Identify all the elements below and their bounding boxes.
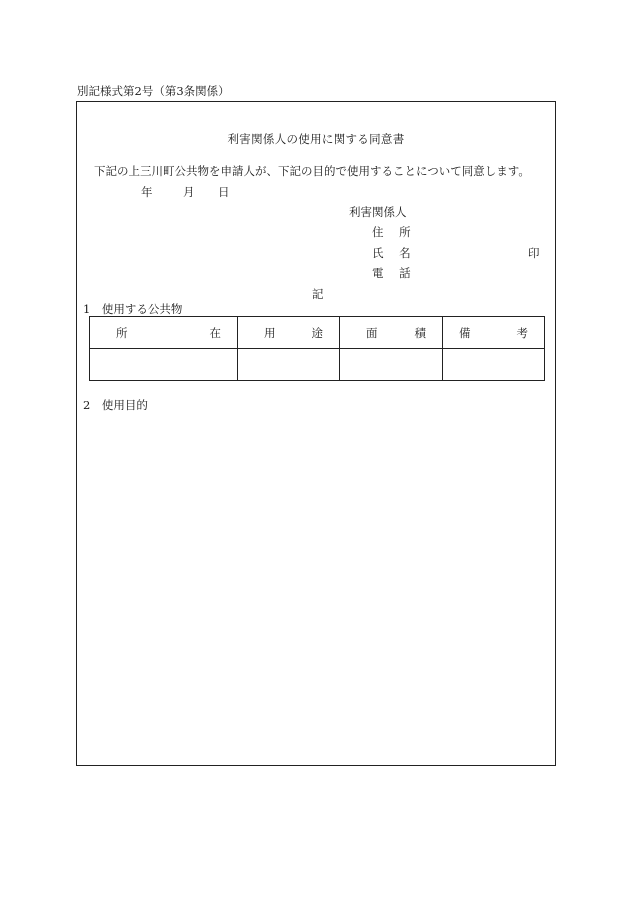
cell-purpose[interactable] [238,349,340,381]
interested-party-heading: 利害関係人 [349,205,407,219]
name-label [372,245,411,261]
cell-location[interactable] [90,349,238,381]
name-char-2: 名 [399,246,411,260]
name-char-1: 氏 [372,246,384,260]
public-property-table [89,316,545,381]
date-month: 月 [183,185,195,199]
phone-label [372,265,411,281]
document-title: 利害関係人の使用に関する同意書 [227,132,405,146]
form-id: 別記様式第2号（第3条関係） [77,84,230,98]
phone-char-2: 話 [399,266,411,280]
consent-statement: 下記の上三川町公共物を申請人が、下記の目的で使用することについて同意します。 [94,164,530,178]
address-char-2: 所 [399,225,411,239]
cell-remarks[interactable] [443,349,545,381]
address-label [372,224,411,240]
table-header-row [90,317,545,349]
section-2-heading: 2 使用目的 [83,398,148,412]
ki-heading: 記 [312,287,324,301]
phone-char-1: 電 [372,266,384,280]
seal-mark: 印 [528,246,540,260]
date-day: 日 [218,185,230,199]
date-year: 年 [141,185,153,199]
address-char-1: 住 [372,225,384,239]
header-purpose: 用 途 [238,317,340,349]
consent-form-frame [76,101,556,766]
header-location: 所 在 [90,317,238,349]
cell-area[interactable] [340,349,443,381]
header-remarks: 備 考 [443,317,545,349]
section-1-heading: 1 使用する公共物 [83,302,183,316]
header-area: 面 積 [340,317,443,349]
table-row [90,349,545,381]
